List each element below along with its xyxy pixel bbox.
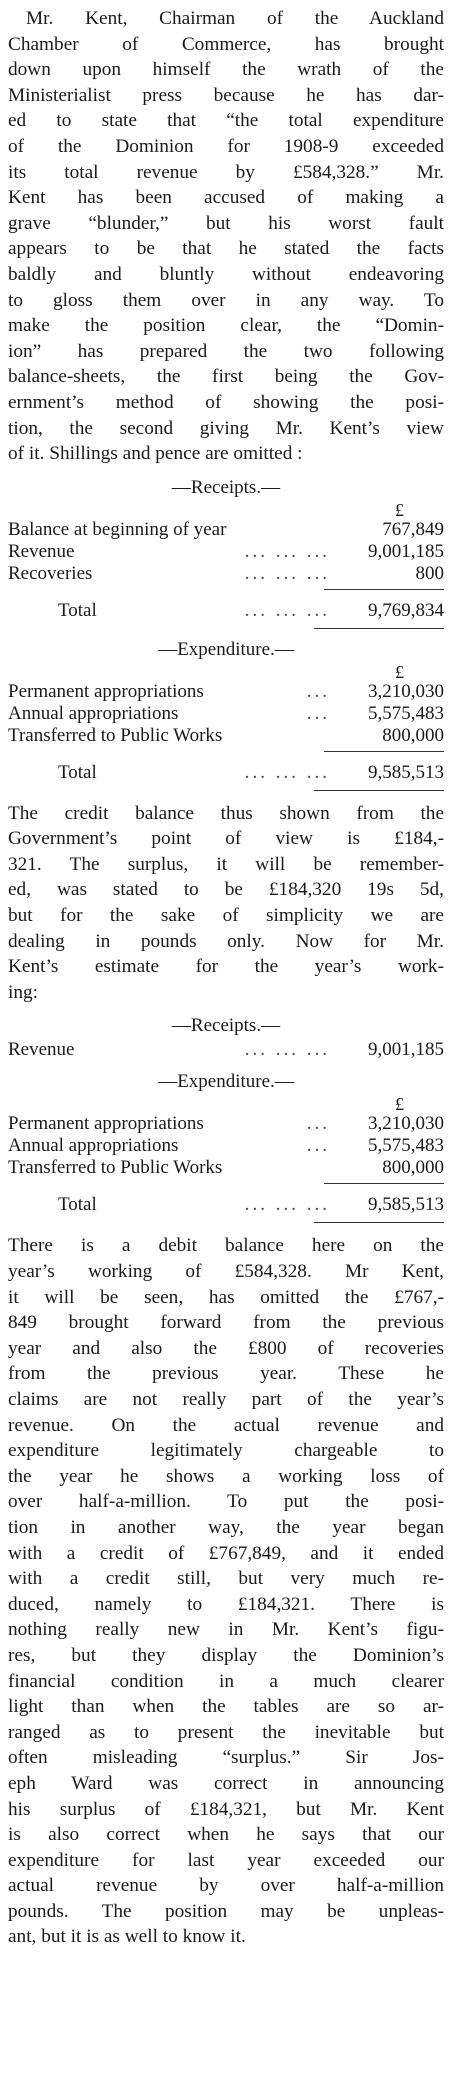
text-line: ed to state that “the total expenditure [8, 110, 444, 132]
receipts-list [8, 1039, 444, 1061]
text-line: year’s working of £584,328. Mr Kent, [8, 1261, 444, 1283]
text-line: year and also the £800 of recoveries [8, 1337, 444, 1359]
text-line: tion, the second giving Mr. Kent’s view [8, 417, 444, 439]
expenditure-heading: —Expenditure.— [158, 638, 294, 660]
text-line: of it. Shillings and pence are omitted : [8, 443, 303, 465]
ledger-amount: 800 [415, 562, 444, 584]
text-line: There is a debit balance here on the [8, 1235, 444, 1257]
ledger-row [8, 1039, 444, 1061]
text-line: actual revenue by over half-a-million [8, 1875, 444, 1897]
ledger-amount: 3,210,030 [368, 1113, 444, 1135]
text-line: claims are not really part of the year’s [8, 1389, 444, 1410]
intro-paragraph [8, 6, 444, 467]
leader-dots: ... ... ... [244, 540, 330, 562]
sum-rule [324, 589, 444, 590]
total-label: Total [58, 599, 97, 621]
expenditure-list [8, 1113, 444, 1179]
ledger-label: Permanent appropriations [8, 680, 204, 702]
text-line: ant, but it is as well to know it. [8, 1926, 246, 1948]
text-line: baldly and bluntly without endeavoring [8, 263, 444, 285]
leader-dots: ... ... ... [244, 761, 330, 783]
text-line: duced, namely to £184,321. There is [8, 1593, 444, 1615]
text-line: ranged as to present the inevitable but [8, 1721, 444, 1743]
text-line: light than when the tables are so ar- [8, 1696, 444, 1718]
total-amount: 9,769,834 [368, 599, 444, 621]
total-rule [314, 628, 444, 629]
ledger-row [8, 725, 444, 747]
ledger-label: Transferred to Public Works [8, 724, 223, 746]
text-line: but for the sake of simplicity we are [8, 905, 444, 927]
ledger-amount: 9,001,185 [368, 540, 444, 562]
ledger-row [8, 1113, 444, 1135]
text-line: ing: [8, 981, 38, 1003]
receipts-total-row [8, 600, 444, 622]
sum-rule [324, 751, 444, 752]
ledger-label: Transferred to Public Works [8, 1157, 223, 1179]
currency-symbol: £ [395, 499, 404, 520]
ledger-row [8, 563, 444, 585]
receipts-list [8, 519, 444, 585]
sum-rule [324, 1183, 444, 1184]
leader-dots: ... ... ... [244, 599, 330, 621]
text-line: of the Dominion for 1908-9 exceeded [8, 135, 444, 157]
total-amount: 9,585,513 [368, 761, 444, 783]
text-line: over half-a-million. To put the posi- [8, 1491, 444, 1513]
text-line: 321. The surplus, it will be remember- [8, 853, 444, 875]
text-line: often misleading “surplus.” Sir Jos- [8, 1747, 444, 1769]
text-line: with a credit still, but very much re- [8, 1568, 444, 1590]
text-line: it will be seen, has omitted the £767,- [8, 1286, 444, 1308]
expenditure-heading: —Expenditure.— [158, 1071, 294, 1093]
expenditure-total-row [8, 1194, 444, 1216]
ledger-label: Annual appropriations [8, 702, 179, 724]
government-balance-sheet [8, 477, 444, 791]
ledger-label: Annual appropriations [8, 1135, 179, 1157]
leader-dots: ... ... ... [244, 562, 330, 584]
leader-dots: ... [306, 702, 330, 724]
expenditure-total-row [8, 762, 444, 784]
text-line: Ministerialist press because he has dar- [8, 84, 444, 106]
leader-dots: ... ... ... [244, 1194, 330, 1216]
ledger-label: Revenue [8, 540, 75, 562]
text-line: grave “blunder,” but his worst fault [8, 212, 444, 234]
currency-symbol: £ [395, 1094, 404, 1115]
text-line: appears to be that he stated the facts [8, 238, 444, 260]
text-line: Government’s point of view is £184,- [8, 828, 444, 850]
leader-dots: ... [306, 680, 330, 702]
text-line: The credit balance thus shown from the [8, 802, 444, 824]
text-line: expenditure legitimately chargeable to [8, 1440, 444, 1462]
text-line: financial condition in a much clearer [8, 1670, 444, 1692]
text-line: nothing really new in Mr. Kent’s figu- [8, 1619, 444, 1641]
total-amount: 9,585,513 [368, 1194, 444, 1216]
ledger-label: Permanent appropriations [8, 1113, 204, 1135]
expenditure-list [8, 681, 444, 747]
ledger-amount: 800,000 [382, 724, 444, 746]
total-label: Total [58, 761, 97, 783]
ledger-row [8, 703, 444, 725]
text-line: expenditure for last year exceeded our [8, 1849, 444, 1871]
receipts-heading: —Receipts.— [171, 476, 281, 498]
leader-dots: ... [306, 1135, 330, 1157]
text-line: make the position clear, the “Domin- [8, 315, 444, 337]
text-line: ion” has prepared the two following [8, 340, 444, 362]
text-line: with a credit of £767,849, and it ended [8, 1542, 444, 1564]
text-line: ernment’s method of showing the posi- [8, 391, 444, 413]
text-line: balance-sheets, the first being the Gov- [8, 366, 444, 388]
ledger-amount: 5,575,483 [368, 702, 444, 724]
text-line: ed, was stated to be £184,320 19s 5d, [8, 879, 444, 901]
ledger-row [8, 1157, 444, 1179]
text-line: res, but they display the Dominion’s [8, 1644, 444, 1666]
ledger-amount: 800,000 [382, 1157, 444, 1179]
ledger-label: Balance at beginning of year [8, 518, 227, 540]
ledger-label: Revenue [8, 1039, 75, 1061]
leader-dots: ... ... ... [244, 1039, 330, 1061]
leader-dots: ... [306, 1113, 330, 1135]
text-line: Chamber of Commerce, has brought [8, 33, 444, 55]
ledger-amount: 767,849 [382, 518, 444, 540]
text-line: 849 brought forward from the previous [8, 1312, 444, 1334]
ledger-amount: 9,001,185 [368, 1039, 444, 1061]
text-line: his surplus of £184,321, but Mr. Kent [8, 1798, 444, 1820]
text-line: to gloss them over in any way. To [8, 289, 444, 311]
ledger-row [8, 681, 444, 703]
text-line: down upon himself the wrath of the [8, 59, 444, 81]
text-line: eph Ward was correct in announcing [8, 1772, 444, 1794]
currency-symbol: £ [395, 661, 404, 682]
ledger-row [8, 541, 444, 563]
text-line: tion in another way, the year began [8, 1516, 444, 1538]
middle-paragraph [8, 801, 444, 1006]
text-line: the year he shows a working loss of [8, 1465, 444, 1487]
text-line: revenue. On the actual revenue and [8, 1414, 444, 1436]
text-line: Kent has been accused of making a [8, 187, 444, 209]
ledger-amount: 3,210,030 [368, 680, 444, 702]
ledger-label: Recoveries [8, 562, 93, 584]
ledger-row [8, 1135, 444, 1157]
text-line: is also correct when he says that our [8, 1824, 444, 1846]
closing-paragraph [8, 1233, 444, 1950]
text-line: pounds. The position may be unpleas- [8, 1900, 444, 1922]
ledger-row [8, 519, 444, 541]
kent-balance-sheet [8, 1015, 444, 1223]
text-line: from the previous year. These he [8, 1363, 444, 1385]
total-label: Total [58, 1194, 97, 1216]
text-line: Mr. Kent, Chairman of the Auckland [26, 8, 444, 29]
text-line: Kent’s estimate for the year’s work- [8, 956, 444, 978]
text-line: dealing in pounds only. Now for Mr. [8, 930, 444, 952]
ledger-amount: 5,575,483 [368, 1135, 444, 1157]
text-line: its total revenue by £584,328.” Mr. [8, 161, 444, 183]
receipts-heading: —Receipts.— [171, 1015, 281, 1037]
